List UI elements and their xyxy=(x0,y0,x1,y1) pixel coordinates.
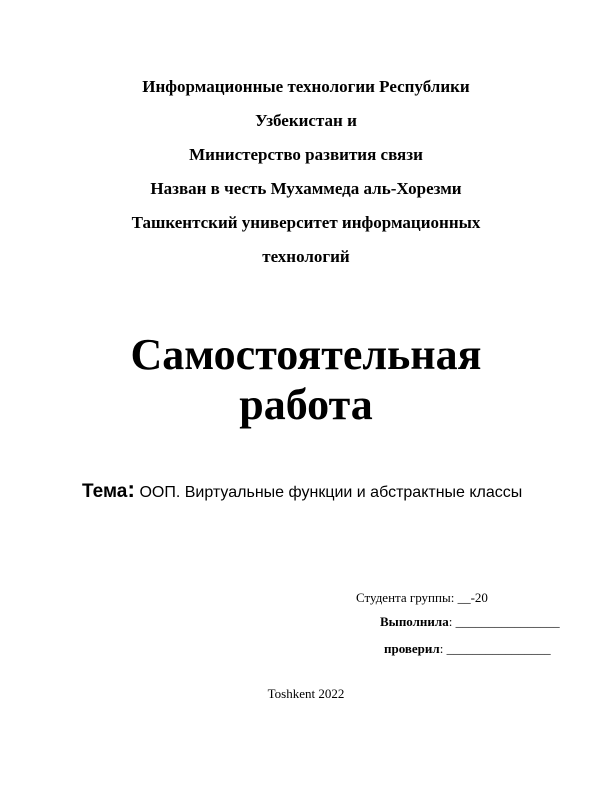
header-line-5: Ташкентский университет информационных xyxy=(131,213,481,232)
completed-by-blank: ________________ xyxy=(455,614,560,629)
checked-by-label: проверил xyxy=(384,641,440,656)
header-line-4: Назван в честь Мухаммеда аль-Хорезми xyxy=(150,179,462,198)
document-title-line-1: Самостоятельная xyxy=(130,330,482,379)
topic-colon: : xyxy=(127,476,136,502)
header-line-1: Информационные технологии Республики xyxy=(142,77,470,96)
checked-by-separator: : xyxy=(439,641,447,656)
checked-by-blank: ________________ xyxy=(446,641,551,656)
header-line-2: Узбекистан и xyxy=(255,111,357,130)
header-line-6: технологий xyxy=(262,247,350,266)
document-title-line-2: работа xyxy=(239,380,373,429)
completed-by-line xyxy=(380,614,560,630)
checked-by-line xyxy=(384,641,551,657)
topic-paragraph xyxy=(80,478,540,504)
completed-by-separator: : xyxy=(448,614,456,629)
footer-city-year: Toshkent 2022 xyxy=(267,686,345,701)
institution-header xyxy=(0,70,612,274)
document-title xyxy=(0,330,612,430)
topic-text: ООП. Виртуальные функции и абстрактные классы xyxy=(135,484,523,501)
topic-label: Тема xyxy=(82,481,128,502)
header-line-3: Министерство развития связи xyxy=(189,145,423,164)
student-group-label: Студента группы: __-20 xyxy=(356,590,488,605)
completed-by-label: Выполнила xyxy=(380,614,449,629)
student-group-line xyxy=(356,590,488,606)
